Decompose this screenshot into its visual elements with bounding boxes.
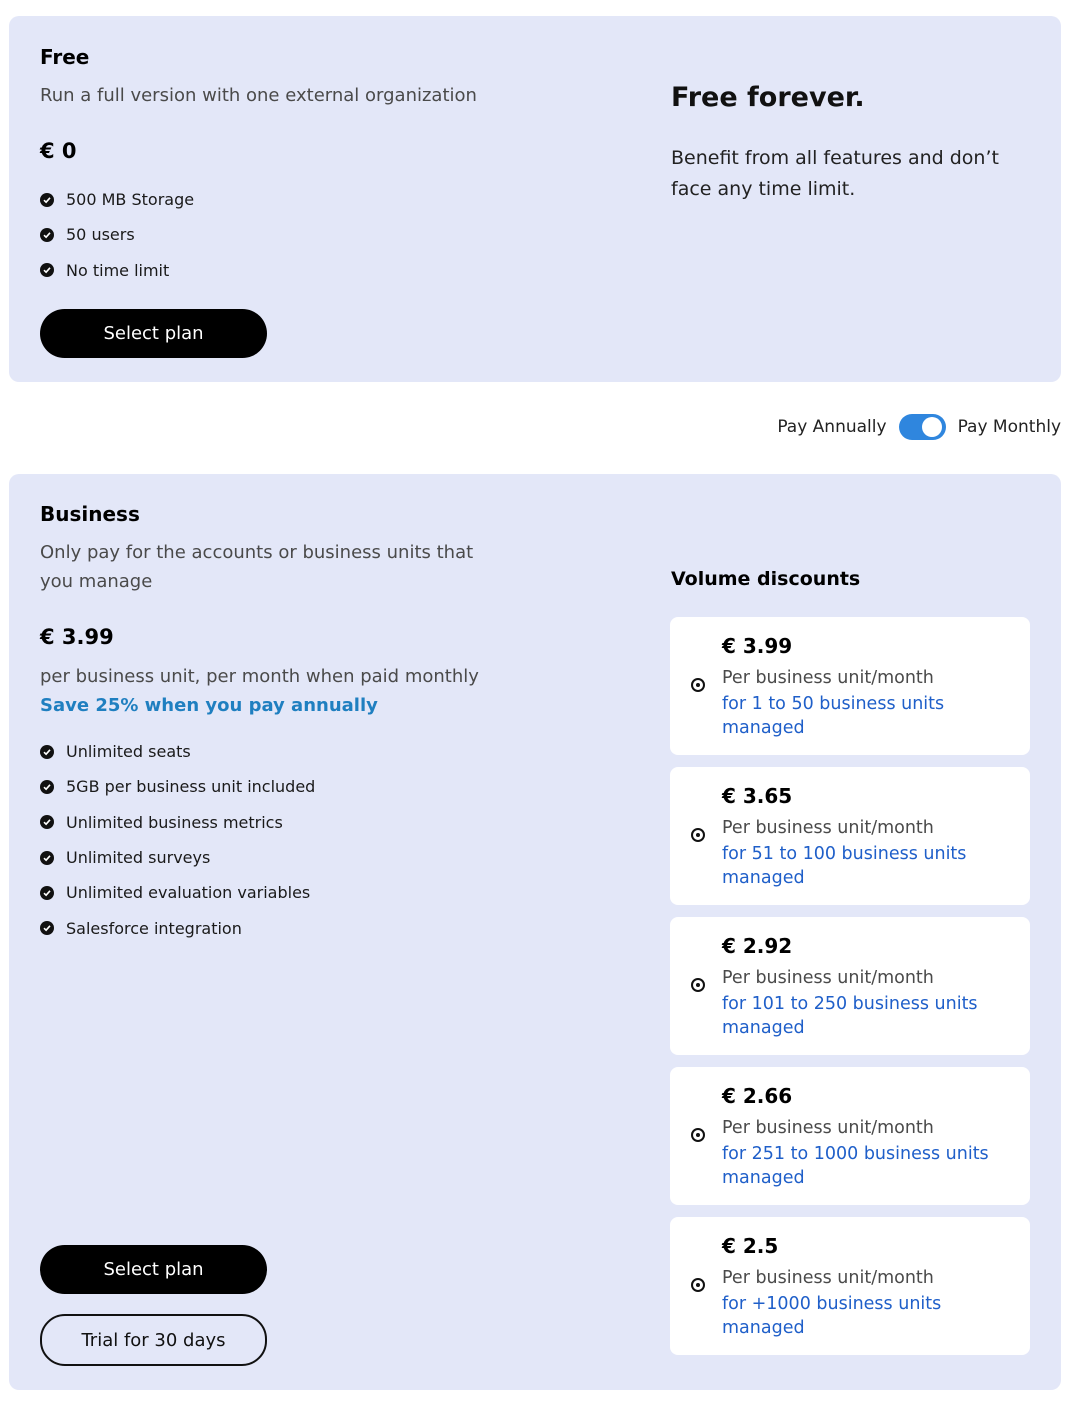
- tier-price: € 2.5: [722, 1234, 779, 1258]
- pay-annually-label[interactable]: Pay Annually: [777, 417, 887, 437]
- discount-tier-card[interactable]: [670, 767, 1030, 905]
- feature-item: [40, 253, 194, 288]
- tier-price: € 2.66: [722, 1084, 793, 1108]
- free-plan-price: € 0: [40, 139, 77, 163]
- billing-toggle: [777, 412, 1061, 442]
- free-plan-card: [9, 16, 1061, 382]
- business-feature-list: [40, 734, 315, 946]
- feature-item: [40, 734, 315, 769]
- free-feature-list: [40, 182, 194, 288]
- tier-price: € 2.92: [722, 934, 793, 958]
- discount-tier-card[interactable]: [670, 1067, 1030, 1205]
- feature-label: 50 users: [66, 225, 135, 245]
- check-circle-icon: [40, 815, 54, 829]
- tier-unit: Per business unit/month: [722, 668, 934, 688]
- discount-tier-card[interactable]: [670, 617, 1030, 755]
- tier-range: for 251 to 1000 business units managed: [722, 1144, 989, 1188]
- billing-switch[interactable]: [899, 414, 946, 440]
- check-circle-icon: [40, 745, 54, 759]
- feature-label: Salesforce integration: [66, 918, 242, 938]
- feature-item: [40, 840, 315, 875]
- tier-range: for 51 to 100 business units managed: [722, 844, 967, 888]
- free-headline: Free forever.: [671, 82, 865, 113]
- feature-item: [40, 182, 194, 217]
- check-circle-icon: [40, 193, 54, 207]
- discount-tier-card[interactable]: [670, 917, 1030, 1055]
- tier-unit: Per business unit/month: [722, 1268, 934, 1288]
- tier-price: € 3.99: [722, 634, 793, 658]
- radio-icon[interactable]: [691, 978, 705, 992]
- check-circle-icon: [40, 851, 54, 865]
- feature-label: Unlimited surveys: [66, 848, 211, 868]
- check-circle-icon: [40, 921, 54, 935]
- trial-button[interactable]: Trial for 30 days: [40, 1314, 267, 1366]
- feature-label: Unlimited seats: [66, 742, 191, 762]
- pay-monthly-label[interactable]: Pay Monthly: [957, 417, 1061, 437]
- feature-label: No time limit: [66, 260, 170, 280]
- tier-range: for 1 to 50 business units managed: [722, 694, 945, 738]
- radio-icon[interactable]: [691, 1128, 705, 1142]
- free-plan-description: Run a full version with one external organization: [40, 85, 477, 106]
- feature-item: [40, 805, 315, 840]
- tier-unit: Per business unit/month: [722, 1118, 934, 1138]
- save-annually-text: Save 25% when you pay annually: [40, 695, 378, 716]
- feature-label: 500 MB Storage: [66, 190, 195, 210]
- feature-item: [40, 875, 315, 910]
- check-circle-icon: [40, 886, 54, 900]
- free-headline-text: Benefit from all features and don’t face any time limit.: [671, 147, 999, 200]
- check-circle-icon: [40, 780, 54, 794]
- business-plan-card: [9, 474, 1061, 1390]
- business-price-note: per business unit, per month when paid monthly: [40, 666, 479, 687]
- business-plan-price: € 3.99: [40, 625, 114, 649]
- tier-unit: Per business unit/month: [722, 968, 934, 988]
- feature-item: [40, 217, 194, 252]
- tier-range: for 101 to 250 business units managed: [722, 994, 978, 1038]
- feature-item: [40, 769, 315, 804]
- feature-item: [40, 910, 315, 945]
- switch-knob: [922, 417, 942, 437]
- check-circle-icon: [40, 263, 54, 277]
- tier-price: € 3.65: [722, 784, 793, 808]
- check-circle-icon: [40, 228, 54, 242]
- tier-unit: Per business unit/month: [722, 818, 934, 838]
- business-plan-description: Only pay for the accounts or business units that you manage: [40, 542, 474, 592]
- feature-label: Unlimited evaluation variables: [66, 883, 311, 903]
- free-select-plan-button[interactable]: Select plan: [40, 309, 267, 358]
- feature-label: 5GB per business unit included: [66, 777, 316, 797]
- radio-icon[interactable]: [691, 678, 705, 692]
- business-plan-name: Business: [40, 502, 140, 526]
- volume-discounts-title: Volume discounts: [671, 568, 861, 590]
- radio-icon[interactable]: [691, 828, 705, 842]
- radio-icon[interactable]: [691, 1278, 705, 1292]
- free-plan-name: Free: [40, 45, 90, 69]
- business-select-plan-button[interactable]: Select plan: [40, 1245, 267, 1294]
- feature-label: Unlimited business metrics: [66, 812, 283, 832]
- tier-range: for +1000 business units managed: [722, 1294, 942, 1338]
- discount-tier-card[interactable]: [670, 1217, 1030, 1355]
